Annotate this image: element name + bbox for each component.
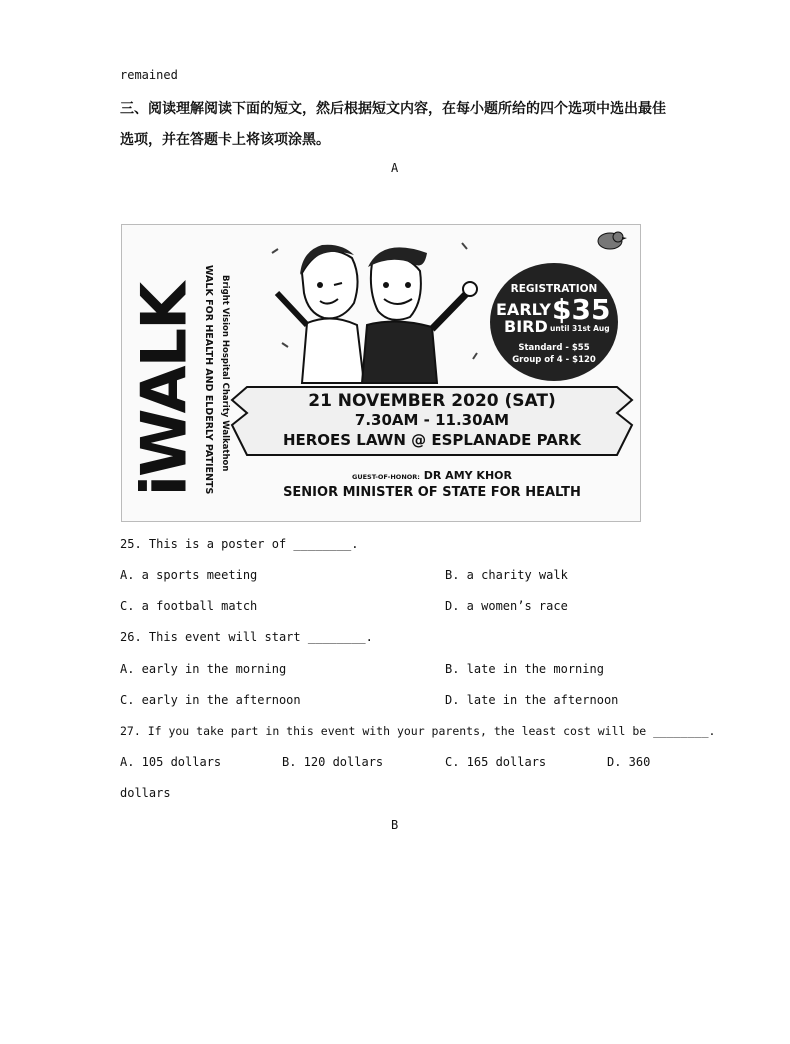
charity-walk-poster [121, 224, 641, 522]
question-25-option-a: A. a sports meeting [120, 568, 258, 582]
guest-title: SENIOR MINISTER OF STATE FOR HEALTH [283, 485, 581, 500]
question-27-option-c: C. 165 dollars [445, 755, 547, 769]
passage-a-label: A [391, 161, 399, 175]
registration-badge: REGISTRATION EARLY $35 BIRD until 31st Aug Standard - $55 Group of 4 - $120 [490, 263, 618, 381]
question-27-option-d-wrap: dollars [120, 786, 171, 800]
event-time: 7.30AM - 11.30AM [354, 411, 510, 429]
question-25-option-d: D. a women’s race [445, 599, 568, 613]
event-venue: HEROES LAWN @ ESPLANADE PARK [282, 431, 582, 449]
question-27-option-a: A. 105 dollars [120, 755, 222, 769]
guest-name: DR AMY KHOR [423, 469, 512, 482]
section-heading-line1: 三、阅读理解阅读下面的短文，然后根据短文内容，在每小题所给的四个选项中选出最佳 [120, 101, 666, 117]
event-date: 21 NOVEMBER 2020 (SAT) [308, 391, 556, 411]
poster-tagline: WALK FOR HEALTH AND ELDERLY PATIENTS [203, 265, 214, 495]
question-26-stem: 26. This event will start ________. [120, 630, 373, 644]
question-26-option-c: C. early in the afternoon [120, 693, 301, 707]
iwalk-logo: iWALK [127, 283, 201, 497]
question-25-option-c: C. a football match [120, 599, 258, 613]
event-banner [227, 385, 637, 513]
question-25-option-b: B. a charity walk [445, 568, 568, 582]
bird-icon [592, 227, 628, 253]
question-26-option-b: B. late in the morning [445, 662, 604, 676]
guest-of-honor [227, 469, 637, 482]
poster-subtitle: Bright Vision Hospital Charity Walkathon [220, 275, 230, 472]
question-27-option-d: D. 360 [607, 755, 651, 769]
question-25-stem: 25. This is a poster of ________. [120, 537, 359, 551]
guest-label: GUEST-OF-HONOR: [351, 473, 420, 481]
passage-b-label: B [391, 818, 399, 832]
question-26-option-d: D. late in the afternoon [445, 693, 619, 707]
question-27-stem: 27. If you take part in this event with your parents, the least cost will be ________. [120, 724, 716, 738]
question-26-option-a: A. early in the morning [120, 662, 287, 676]
mascot-figures-illustration [262, 233, 492, 391]
section-heading-line2: 选项，并在答题卡上将该项涂黑。 [120, 132, 330, 148]
question-27-option-b: B. 120 dollars [282, 755, 384, 769]
lead-word: remained [120, 68, 178, 82]
